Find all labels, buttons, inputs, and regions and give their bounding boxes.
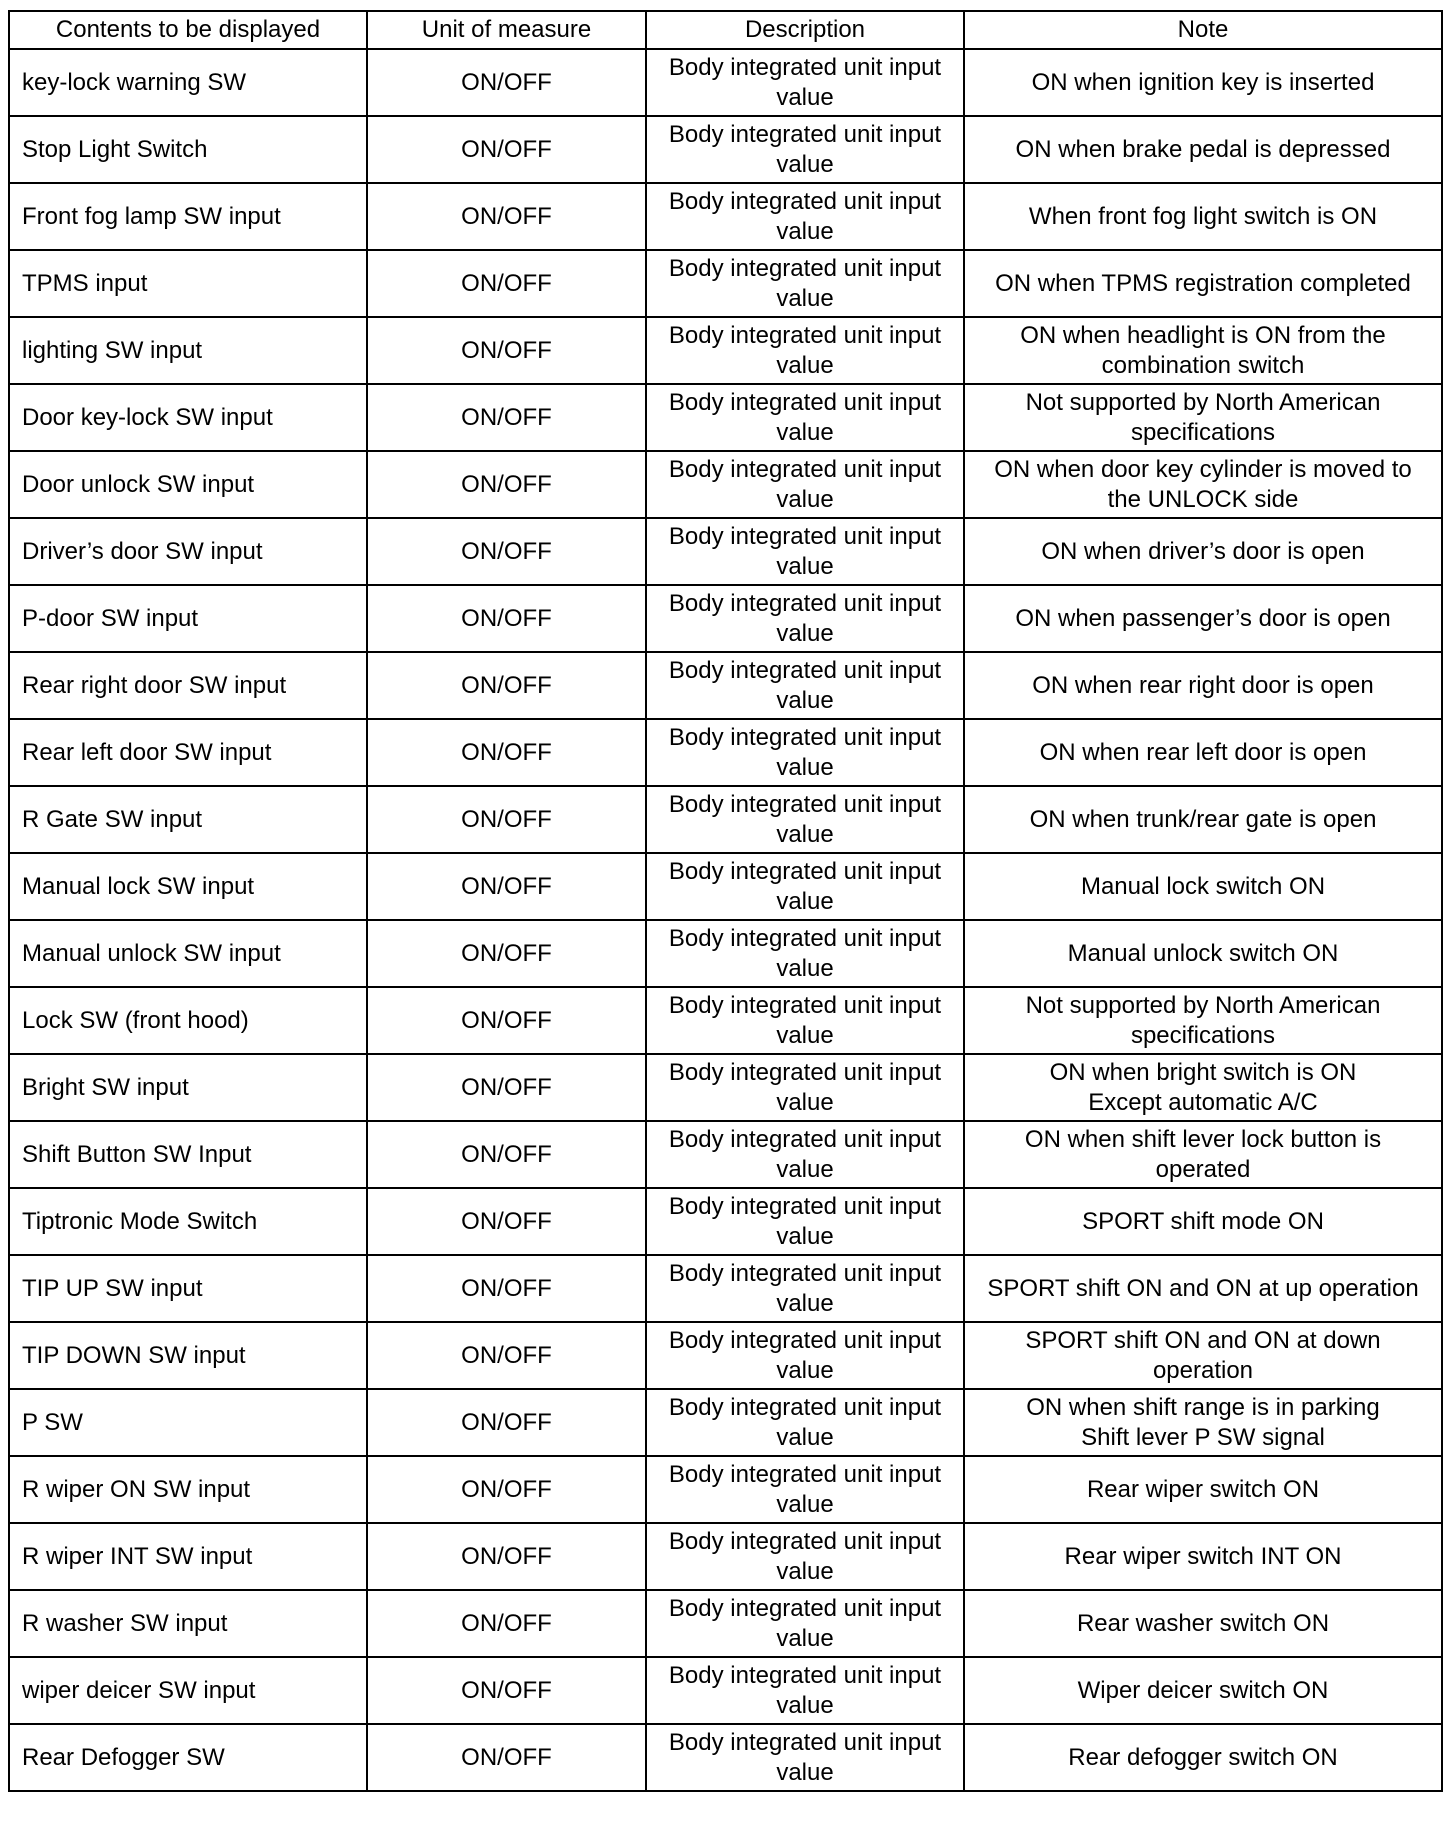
note-line: SPORT shift ON and ON at down xyxy=(1025,1326,1381,1354)
note-line: ON when brake pedal is depressed xyxy=(1015,135,1391,163)
table-row xyxy=(9,1054,1442,1121)
cell-note xyxy=(964,1054,1442,1121)
cell-unit: ON/OFF xyxy=(367,1389,646,1456)
cell-description xyxy=(646,719,964,786)
table-row xyxy=(9,49,1442,116)
cell-description xyxy=(646,585,964,652)
cell-unit: ON/OFF xyxy=(367,384,646,451)
cell-note xyxy=(964,853,1442,920)
table-row xyxy=(9,987,1442,1054)
description-line: value xyxy=(776,1423,834,1451)
cell-description xyxy=(646,786,964,853)
cell-note xyxy=(964,1121,1442,1188)
note-line: specifications xyxy=(1130,418,1276,446)
description-line: Body integrated unit input xyxy=(668,1527,942,1555)
table-row xyxy=(9,451,1442,518)
note-line: ON when trunk/rear gate is open xyxy=(1029,805,1377,833)
description-line: Body integrated unit input xyxy=(668,321,942,349)
cell-description xyxy=(646,987,964,1054)
cell-note xyxy=(964,1523,1442,1590)
table-row xyxy=(9,585,1442,652)
description-line: Body integrated unit input xyxy=(668,522,942,550)
cell-note xyxy=(964,585,1442,652)
cell-contents: Tiptronic Mode Switch xyxy=(9,1188,367,1255)
header-row xyxy=(9,11,1442,49)
description-line: value xyxy=(776,1691,834,1719)
cell-unit: ON/OFF xyxy=(367,585,646,652)
cell-note xyxy=(964,920,1442,987)
note-line: ON when rear left door is open xyxy=(1039,738,1367,766)
description-line: value xyxy=(776,1356,834,1384)
note-line: Except automatic A/C xyxy=(1088,1088,1318,1116)
cell-note xyxy=(964,384,1442,451)
table-row xyxy=(9,1590,1442,1657)
table-row xyxy=(9,1389,1442,1456)
note-line: operated xyxy=(1155,1155,1251,1183)
description-line: Body integrated unit input xyxy=(668,53,942,81)
cell-unit: ON/OFF xyxy=(367,1255,646,1322)
note-line: ON when rear right door is open xyxy=(1032,671,1374,699)
cell-contents: Rear Defogger SW xyxy=(9,1724,367,1791)
cell-note xyxy=(964,1590,1442,1657)
note-line: ON when headlight is ON from the xyxy=(1020,321,1386,349)
note-line: Rear washer switch ON xyxy=(1076,1609,1330,1637)
cell-contents: Driver’s door SW input xyxy=(9,518,367,585)
cell-unit: ON/OFF xyxy=(367,49,646,116)
cell-contents: R wiper ON SW input xyxy=(9,1456,367,1523)
cell-description xyxy=(646,1590,964,1657)
cell-unit: ON/OFF xyxy=(367,1590,646,1657)
description-line: Body integrated unit input xyxy=(668,1058,942,1086)
cell-unit: ON/OFF xyxy=(367,1523,646,1590)
note-line: SPORT shift mode ON xyxy=(1082,1207,1324,1235)
cell-unit: ON/OFF xyxy=(367,1456,646,1523)
cell-contents: wiper deicer SW input xyxy=(9,1657,367,1724)
description-line: value xyxy=(776,686,834,714)
description-line: value xyxy=(776,1490,834,1518)
note-line: Shift lever P SW signal xyxy=(1081,1423,1325,1451)
cell-unit: ON/OFF xyxy=(367,451,646,518)
cell-description xyxy=(646,1657,964,1724)
cell-description xyxy=(646,1389,964,1456)
note-line: ON when door key cylinder is moved to xyxy=(994,455,1412,483)
table-row xyxy=(9,1657,1442,1724)
description-line: Body integrated unit input xyxy=(668,1460,942,1488)
description-line: value xyxy=(776,619,834,647)
cell-unit: ON/OFF xyxy=(367,1121,646,1188)
note-line: ON when shift range is in parking xyxy=(1026,1393,1380,1421)
cell-description xyxy=(646,853,964,920)
cell-description xyxy=(646,1054,964,1121)
cell-contents: lighting SW input xyxy=(9,317,367,384)
table-body xyxy=(9,49,1442,1791)
note-line: Rear wiper switch INT ON xyxy=(1064,1542,1342,1570)
cell-contents: Bright SW input xyxy=(9,1054,367,1121)
cell-contents: P-door SW input xyxy=(9,585,367,652)
note-line: Rear wiper switch ON xyxy=(1086,1475,1320,1503)
description-line: Body integrated unit input xyxy=(668,857,942,885)
cell-description xyxy=(646,1523,964,1590)
cell-description xyxy=(646,518,964,585)
description-line: Body integrated unit input xyxy=(668,924,942,952)
note-line: ON when ignition key is inserted xyxy=(1031,68,1375,96)
description-line: value xyxy=(776,1088,834,1116)
cell-note xyxy=(964,1188,1442,1255)
cell-description xyxy=(646,384,964,451)
cell-unit: ON/OFF xyxy=(367,719,646,786)
cell-unit: ON/OFF xyxy=(367,317,646,384)
cell-description xyxy=(646,317,964,384)
description-line: Body integrated unit input xyxy=(668,1661,942,1689)
header-unit: Unit of measure xyxy=(367,11,646,49)
cell-contents: Manual unlock SW input xyxy=(9,920,367,987)
note-line: Not supported by North American xyxy=(1025,388,1381,416)
note-line: specifications xyxy=(1130,1021,1276,1049)
spec-table xyxy=(8,10,1443,1792)
table-row xyxy=(9,920,1442,987)
cell-description xyxy=(646,116,964,183)
cell-note xyxy=(964,652,1442,719)
header-contents: Contents to be displayed xyxy=(9,11,367,49)
description-line: Body integrated unit input xyxy=(668,589,942,617)
description-line: Body integrated unit input xyxy=(668,790,942,818)
description-line: value xyxy=(776,1289,834,1317)
description-line: value xyxy=(776,1222,834,1250)
note-line: the UNLOCK side xyxy=(1107,485,1299,513)
cell-contents: Rear right door SW input xyxy=(9,652,367,719)
cell-note xyxy=(964,1657,1442,1724)
description-line: value xyxy=(776,485,834,513)
cell-unit: ON/OFF xyxy=(367,652,646,719)
cell-unit: ON/OFF xyxy=(367,987,646,1054)
cell-unit: ON/OFF xyxy=(367,1054,646,1121)
table-row xyxy=(9,250,1442,317)
note-line: Not supported by North American xyxy=(1025,991,1381,1019)
cell-note xyxy=(964,719,1442,786)
note-line: When front fog light switch is ON xyxy=(1028,202,1378,230)
description-line: Body integrated unit input xyxy=(668,1259,942,1287)
table-row xyxy=(9,1121,1442,1188)
cell-description xyxy=(646,1255,964,1322)
cell-contents: Rear left door SW input xyxy=(9,719,367,786)
cell-contents: R washer SW input xyxy=(9,1590,367,1657)
note-line: combination switch xyxy=(1101,351,1305,379)
description-line: Body integrated unit input xyxy=(668,254,942,282)
cell-unit: ON/OFF xyxy=(367,116,646,183)
table-row xyxy=(9,183,1442,250)
table-header xyxy=(9,11,1442,49)
note-line: ON when bright switch is ON xyxy=(1049,1058,1357,1086)
description-line: value xyxy=(776,150,834,178)
description-line: Body integrated unit input xyxy=(668,1326,942,1354)
cell-contents: Stop Light Switch xyxy=(9,116,367,183)
cell-description xyxy=(646,1456,964,1523)
table-row xyxy=(9,853,1442,920)
cell-note xyxy=(964,317,1442,384)
description-line: value xyxy=(776,1758,834,1786)
description-line: Body integrated unit input xyxy=(668,656,942,684)
description-line: value xyxy=(776,351,834,379)
cell-contents: Shift Button SW Input xyxy=(9,1121,367,1188)
description-line: Body integrated unit input xyxy=(668,723,942,751)
table-row xyxy=(9,518,1442,585)
cell-contents: TIP DOWN SW input xyxy=(9,1322,367,1389)
table-row xyxy=(9,116,1442,183)
cell-note xyxy=(964,1255,1442,1322)
description-line: value xyxy=(776,217,834,245)
cell-unit: ON/OFF xyxy=(367,250,646,317)
description-line: Body integrated unit input xyxy=(668,187,942,215)
note-line: ON when driver’s door is open xyxy=(1041,537,1365,565)
description-line: Body integrated unit input xyxy=(668,1125,942,1153)
note-line: Rear defogger switch ON xyxy=(1068,1743,1338,1771)
note-line: operation xyxy=(1152,1356,1254,1384)
cell-note xyxy=(964,49,1442,116)
cell-contents: R Gate SW input xyxy=(9,786,367,853)
cell-note xyxy=(964,250,1442,317)
note-line: Manual lock switch ON xyxy=(1080,872,1326,900)
note-line: SPORT shift ON and ON at up operation xyxy=(987,1274,1419,1302)
cell-unit: ON/OFF xyxy=(367,1322,646,1389)
cell-contents: R wiper INT SW input xyxy=(9,1523,367,1590)
cell-description xyxy=(646,652,964,719)
cell-description xyxy=(646,920,964,987)
description-line: value xyxy=(776,1155,834,1183)
note-line: ON when passenger’s door is open xyxy=(1015,604,1391,632)
cell-contents: TPMS input xyxy=(9,250,367,317)
description-line: value xyxy=(776,83,834,111)
note-line: ON when shift lever lock button is xyxy=(1024,1125,1382,1153)
description-line: Body integrated unit input xyxy=(668,455,942,483)
description-line: Body integrated unit input xyxy=(668,1728,942,1756)
description-line: value xyxy=(776,887,834,915)
cell-unit: ON/OFF xyxy=(367,1657,646,1724)
description-line: value xyxy=(776,1021,834,1049)
description-line: Body integrated unit input xyxy=(668,991,942,1019)
description-line: value xyxy=(776,753,834,781)
cell-description xyxy=(646,1322,964,1389)
cell-unit: ON/OFF xyxy=(367,920,646,987)
table-row xyxy=(9,1523,1442,1590)
description-line: value xyxy=(776,552,834,580)
cell-contents: Manual lock SW input xyxy=(9,853,367,920)
cell-unit: ON/OFF xyxy=(367,518,646,585)
cell-note xyxy=(964,786,1442,853)
table-row xyxy=(9,1724,1442,1791)
note-line: Wiper deicer switch ON xyxy=(1077,1676,1329,1704)
cell-note xyxy=(964,1322,1442,1389)
cell-description xyxy=(646,183,964,250)
description-line: Body integrated unit input xyxy=(668,1192,942,1220)
table-row xyxy=(9,1255,1442,1322)
description-line: value xyxy=(776,820,834,848)
cell-description xyxy=(646,49,964,116)
description-line: Body integrated unit input xyxy=(668,388,942,416)
cell-description xyxy=(646,250,964,317)
cell-contents: TIP UP SW input xyxy=(9,1255,367,1322)
cell-note xyxy=(964,987,1442,1054)
table-row xyxy=(9,652,1442,719)
table-row xyxy=(9,384,1442,451)
cell-note xyxy=(964,116,1442,183)
cell-contents: key-lock warning SW xyxy=(9,49,367,116)
cell-unit: ON/OFF xyxy=(367,1724,646,1791)
cell-contents: Door unlock SW input xyxy=(9,451,367,518)
cell-description xyxy=(646,1121,964,1188)
cell-note xyxy=(964,518,1442,585)
description-line: Body integrated unit input xyxy=(668,1393,942,1421)
table-row xyxy=(9,1456,1442,1523)
table-row xyxy=(9,786,1442,853)
cell-note xyxy=(964,451,1442,518)
description-line: value xyxy=(776,284,834,312)
cell-contents: P SW xyxy=(9,1389,367,1456)
description-line: Body integrated unit input xyxy=(668,1594,942,1622)
table-row xyxy=(9,1322,1442,1389)
description-line: value xyxy=(776,1624,834,1652)
cell-unit: ON/OFF xyxy=(367,853,646,920)
note-line: Manual unlock switch ON xyxy=(1067,939,1339,967)
cell-contents: Lock SW (front hood) xyxy=(9,987,367,1054)
cell-description xyxy=(646,451,964,518)
cell-note xyxy=(964,1456,1442,1523)
cell-note xyxy=(964,1724,1442,1791)
cell-unit: ON/OFF xyxy=(367,786,646,853)
description-line: value xyxy=(776,418,834,446)
description-line: value xyxy=(776,954,834,982)
description-line: Body integrated unit input xyxy=(668,120,942,148)
header-description: Description xyxy=(646,11,964,49)
note-line: ON when TPMS registration completed xyxy=(995,269,1411,297)
table-row xyxy=(9,719,1442,786)
cell-note xyxy=(964,183,1442,250)
cell-description xyxy=(646,1188,964,1255)
table-row xyxy=(9,317,1442,384)
description-line: value xyxy=(776,1557,834,1585)
cell-contents: Front fog lamp SW input xyxy=(9,183,367,250)
cell-unit: ON/OFF xyxy=(367,183,646,250)
table-row xyxy=(9,1188,1442,1255)
cell-note xyxy=(964,1389,1442,1456)
cell-contents: Door key-lock SW input xyxy=(9,384,367,451)
header-note: Note xyxy=(964,11,1442,49)
cell-unit: ON/OFF xyxy=(367,1188,646,1255)
cell-description xyxy=(646,1724,964,1791)
